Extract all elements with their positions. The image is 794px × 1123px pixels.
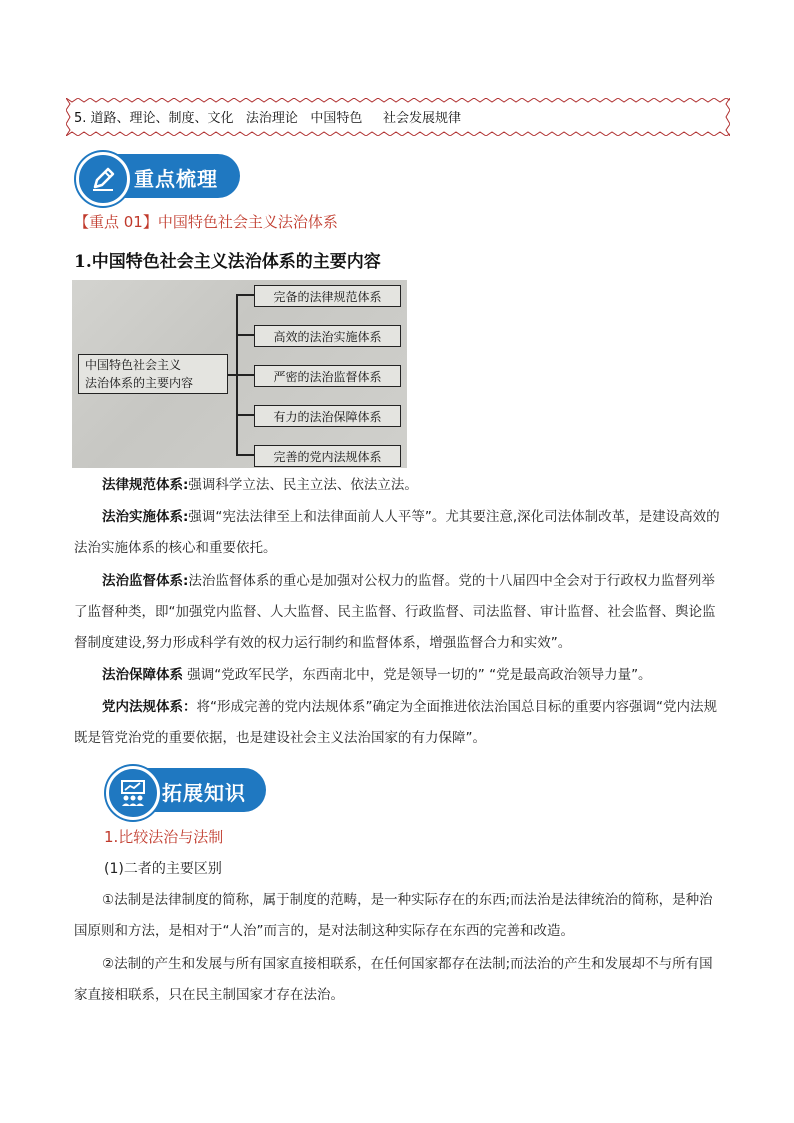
term-text: 强调“党政军民学，东西南北中，党是领导一切的” “党是最高政治领导力量”。 <box>183 667 652 683</box>
diagram-branch-box: 高效的法治实施体系 <box>254 325 401 347</box>
structure-diagram <box>72 280 407 468</box>
section-title: 拓展知识 <box>162 781 246 805</box>
paragraph-difference-2: ②法制的产生和发展与所有国家直接相联系，在任何国家都存在法制;而法治的产生和发展却不与所有国家直接相联系，只在民主制国家才存在法治。 <box>74 956 713 1003</box>
term-label: 党内法规体系： <box>102 699 197 715</box>
paragraph-difference-1: ①法制是法律制度的简称，属于制度的范畴，是一种实际存在的东西;而法治是法律统治的简称，是种治国原则和方法，是相对于“人治”而言的，是对法制这种实际存在东西的完善和改造。 <box>74 892 713 939</box>
term-label: 法治实施体系: <box>102 509 189 525</box>
connector-branch <box>236 454 254 456</box>
term-label: 法治保障体系 <box>102 667 183 683</box>
paragraph-party-regulations <box>74 692 724 754</box>
pencil-icon <box>87 163 119 195</box>
extension-subheading: (1)二者的主要区别 <box>104 861 222 877</box>
content-heading: 1.中国特色社会主义法治体系的主要内容 <box>74 252 381 272</box>
section-header-badge <box>76 152 130 206</box>
section-header-key-points <box>76 154 246 198</box>
term-text: 将“形成完善的党内法规体系”确定为全面推进依法治国总目标的重要内容强调“党内法规既是管党治党的重要依据，也是建设社会主义法治国家的有力保障”。 <box>74 699 717 746</box>
term-text: 强调“宪法法律至上和法律面前人人平等”。尤其要注意,深化司法体制改革，是建设高效的法治实施体系的核心和重要依托。 <box>74 509 720 556</box>
section-header-badge <box>106 766 160 820</box>
connector-line <box>228 374 236 376</box>
banner-keywords: 5. 道路、理论、制度、文化 法治理论 中国特色 社会发展规律 <box>74 111 461 126</box>
keywords-banner <box>66 98 730 136</box>
diagram-root-line2: 法治体系的主要内容 <box>85 376 194 390</box>
diagram-root-line1: 中国特色社会主义 <box>85 358 182 372</box>
connector-branch <box>236 374 254 376</box>
section-header-extension <box>106 768 276 812</box>
connector-branch <box>236 334 254 336</box>
paragraph-supervision <box>74 566 724 659</box>
term-label: 法治监督体系: <box>102 573 189 589</box>
section-title: 重点梳理 <box>134 167 218 191</box>
extension-heading: 1.比较法治与法制 <box>104 828 224 846</box>
diagram-branch-box: 有力的法治保障体系 <box>254 405 401 427</box>
term-label: 法律规范体系: <box>102 477 189 493</box>
paragraph-legal-norms <box>74 470 724 501</box>
paragraph-guarantee <box>74 660 724 691</box>
connector-branch <box>236 294 254 296</box>
diagram-root-box <box>78 354 228 394</box>
keypoint-label: 【重点 01】中国特色社会主义法治体系 <box>74 213 338 231</box>
group-presentation-icon <box>117 777 149 809</box>
diagram-branch-box: 严密的法治监督体系 <box>254 365 401 387</box>
paragraph-implementation <box>74 502 724 564</box>
connector-branch <box>236 414 254 416</box>
term-text: 法治监督体系的重心是加强对公权力的监督。党的十八届四中全会对于行政权力监督列举了监督种类，即“加强党内监督、人大监督、民主监督、行政监督、司法监督、审计监督、社会监督、舆论监督制度建设,努力形成科学有效的权力运行制约和监督体系，增强监督合力和实效”。 <box>74 573 716 651</box>
diagram-branch-box: 完善的党内法规体系 <box>254 445 401 467</box>
diagram-branch-box: 完备的法律规范体系 <box>254 285 401 307</box>
term-text: 强调科学立法、民主立法、依法立法。 <box>188 477 418 493</box>
